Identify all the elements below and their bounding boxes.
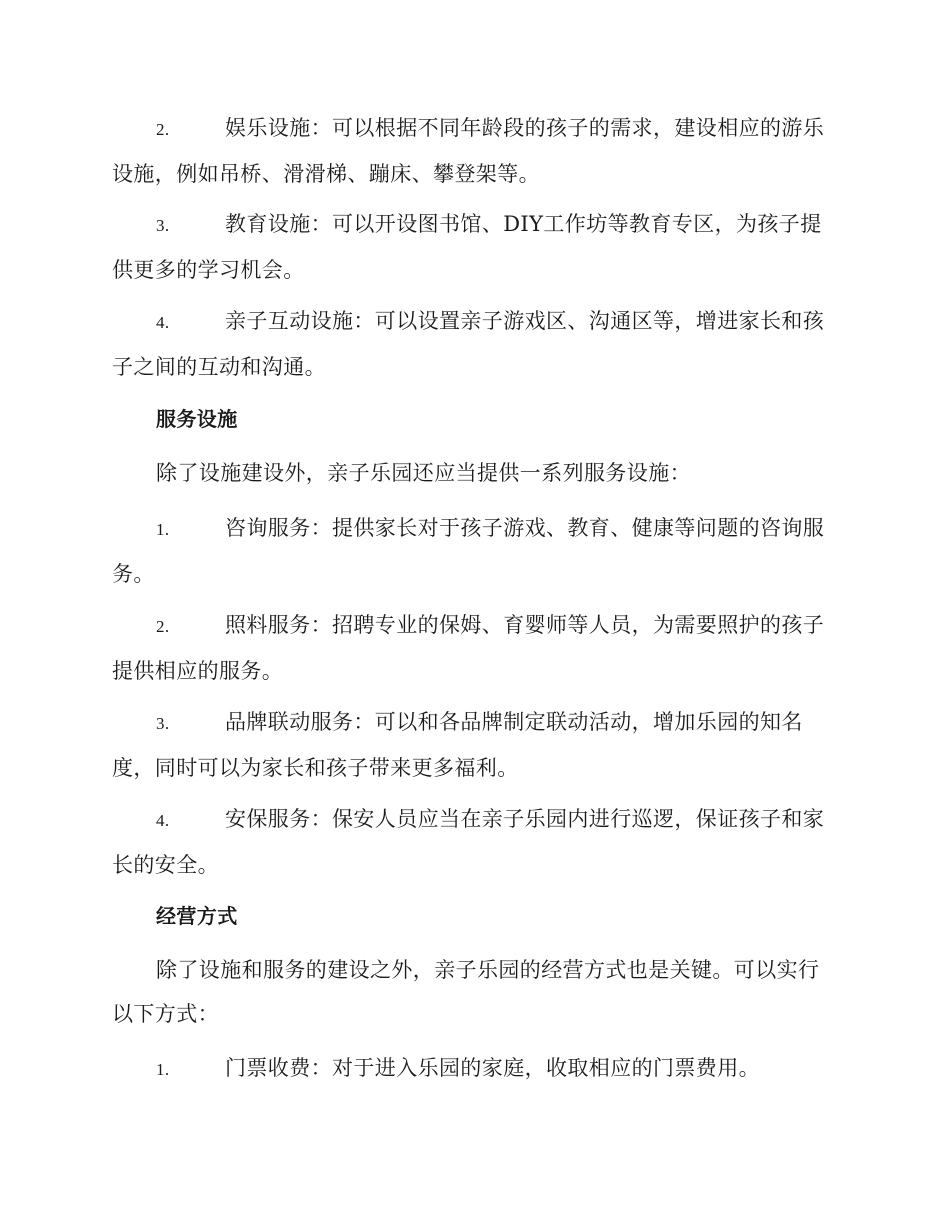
list-text: 品牌联动服务：可以和各品牌制定联动活动，增加乐园的知名度，同时可以为家长和孩子带来更多福利。	[112, 710, 803, 780]
list-number: 4.	[156, 811, 170, 830]
list-text: 教育设施：可以开设图书馆、DIY工作坊等教育专区，为孩子提供更多的学习机会。	[112, 212, 822, 282]
list-item	[112, 1046, 836, 1092]
list-text: 咨询服务：提供家长对于孩子游戏、教育、健康等问题的咨询服务。	[112, 516, 825, 586]
section-heading-service: 服务设施	[156, 407, 238, 431]
paragraph-service-intro: 除了设施建设外，亲子乐园还应当提供一系列服务设施：	[156, 461, 691, 485]
list-number: 2.	[156, 617, 170, 636]
list-number: 1.	[156, 1060, 170, 1079]
list-item	[112, 202, 836, 292]
list-number: 1.	[156, 520, 170, 539]
list-number: 4.	[156, 313, 170, 332]
list-number: 3.	[156, 216, 170, 235]
list-item	[112, 603, 836, 693]
list-text: 亲子互动设施：可以设置亲子游戏区、沟通区等，增进家长和孩子之间的互动和沟通。	[112, 309, 825, 379]
list-text: 娱乐设施：可以根据不同年龄段的孩子的需求，建设相应的游乐设施，例如吊桥、滑滑梯、蹦床、攀登架等。	[112, 116, 825, 186]
list-number: 3.	[156, 714, 170, 733]
list-item	[112, 797, 836, 887]
list-text: 安保服务：保安人员应当在亲子乐园内进行巡逻，保证孩子和家长的安全。	[112, 807, 825, 877]
list-text: 门票收费：对于进入乐园的家庭，收取相应的门票费用。	[225, 1056, 760, 1080]
list-item	[112, 106, 836, 196]
list-item	[112, 700, 836, 790]
list-item	[112, 299, 836, 389]
list-item	[112, 506, 836, 596]
paragraph-operation-intro: 除了设施和服务的建设之外，亲子乐园的经营方式也是关键。可以实行以下方式：	[112, 958, 820, 1026]
list-number: 2.	[156, 120, 170, 139]
list-text: 照料服务：招聘专业的保姆、育婴师等人员，为需要照护的孩子提供相应的服务。	[112, 613, 825, 683]
section-heading-operation: 经营方式	[156, 904, 238, 928]
